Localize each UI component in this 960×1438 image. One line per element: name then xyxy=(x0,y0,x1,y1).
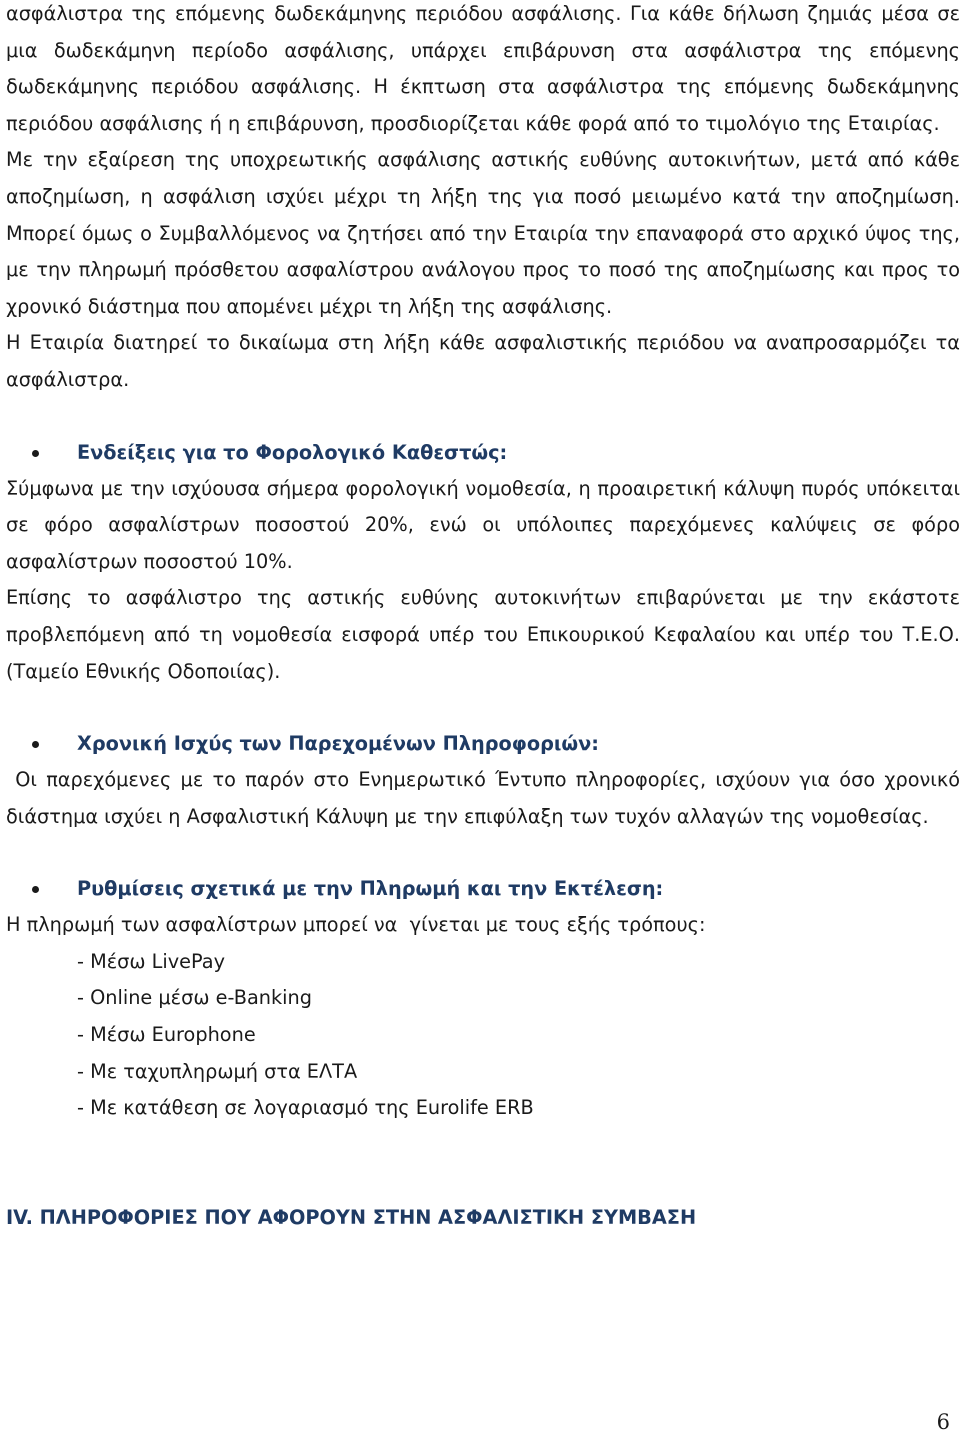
tax-paragraph: Σύμφωνα με την ισχύουσα σήμερα φορολογική νομοθεσία, η προαιρετική κάλυψη πυρός υπόκειται σε φόρο ασφαλίστρων ποσοστού 20%, ενώ οι υπόλοιπες παρεχόμενες καλύψεις σε φόρο ασφαλίστρων ποσοστού 10%. xyxy=(6,476,960,573)
payment-heading-text: Ρυθμίσεις σχετικά με την Πληρωμή και την Εκτέλεση: xyxy=(77,877,664,901)
validity-paragraph: Οι παρεχόμενες με το παρόν στο Ενημερωτικό Έντυπο πληροφορίες, ισχύουν για όσο χρονικό διάστημα ισχύει η Ασφαλιστική Κάλυψη με την επιφύλαξη των τυχόν αλλαγών της νομοθεσίας. xyxy=(6,768,960,828)
document-page xyxy=(6,0,960,1236)
tax-heading-text: Ενδείξεις για το Φορολογικό Καθεστώς: xyxy=(77,440,508,464)
validity-heading-text: Χρονική Ισχύς των Παρεχομένων Πληροφοριών: xyxy=(77,732,600,756)
tax-contribution-paragraph: Επίσης το ασφάλιστρο της αστικής ευθύνης αυτοκινήτων επιβαρύνεται με την εκάστοτε προβλεπόμενη από τη νομοθεσία εισφορά υπέρ του Επικουρικού Κεφαλαίου και υπέρ του Τ.Ε.Ο. (Ταμείο Εθνικής Οδοποιίας). xyxy=(6,586,960,683)
payment-intro: Η πληρωμή των ασφαλίστρων μπορεί να γίνεται με τους εξής τρόπους: xyxy=(6,913,706,937)
list-item: - Online μέσω e-Banking xyxy=(77,986,312,1010)
bullet-icon xyxy=(32,886,39,893)
payment-methods-list xyxy=(6,944,960,1127)
tax-section xyxy=(6,435,960,691)
validity-section xyxy=(6,726,960,835)
compensation-paragraph: Με την εξαίρεση της υποχρεωτικής ασφάλισης αστικής ευθύνης αυτοκινήτων, μετά από κάθε αποζημίωση, η ασφάλιση ισχύει μέχρι τη λήξη της για ποσό μειωμένο κατά την αποζημίωση. Μπορεί όμως ο Συμβαλλόμενος να ζητήσει από την Εταιρία την επαναφορά στο αρχικό ύψος της, με την πληρωμή πρόσθετου ασφαλίστρου ανάλογου προς το ποσό της αποζημίωσης και προς το χρονικό διάστημα που απομένει μέχρι τη λήξη της ασφάλισης. xyxy=(6,148,960,318)
premium-adjustment-paragraph: ασφάλιστρα της επόμενης δωδεκάμηνης περιόδου ασφάλισης. Για κάθε δήλωση ζημιάς μέσα σε μια δωδεκάμηνη περίοδο ασφάλισης, υπάρχει επιβάρυνση στα ασφάλιστρα της επόμενης δωδεκάμηνης περιόδου ασφάλισης. Η έκπτωση στα ασφάλιστρα της επόμενης δωδεκάμηνης περιόδου ασφάλισης ή η επιβάρυνση, προσδιορίζεται κάθε φορά από το τιμολόγιο της Εταιρίας. xyxy=(6,2,960,135)
page-number: 6 xyxy=(936,1410,950,1434)
section-title: IV. ΠΛΗΡΟΦΟΡΙΕΣ ΠΟΥ ΑΦΟΡΟΥΝ ΣΤΗΝ ΑΣΦΑΛΙΣΤΙΚΗ ΣΥΜΒΑΣΗ xyxy=(6,1205,697,1229)
list-item: - Μέσω Europhone xyxy=(77,1023,256,1047)
tax-heading xyxy=(6,435,960,471)
list-item: - Μέσω LivePay xyxy=(77,949,225,973)
list-item: - Με ταχυπληρωμή στα ΕΛΤΑ xyxy=(77,1059,358,1083)
payment-section xyxy=(6,871,960,1127)
bullet-icon xyxy=(32,450,39,457)
validity-heading xyxy=(6,726,960,762)
list-item: - Με κατάθεση σε λογαριασμό της Eurolife ERB xyxy=(77,1096,534,1120)
payment-heading xyxy=(6,871,960,907)
premium-revision-paragraph: Η Εταιρία διατηρεί το δικαίωμα στη λήξη κάθε ασφαλιστικής περιόδου να αναπροσαρμόζει τα ασφάλιστρα. xyxy=(6,331,960,391)
bullet-icon xyxy=(32,741,39,748)
